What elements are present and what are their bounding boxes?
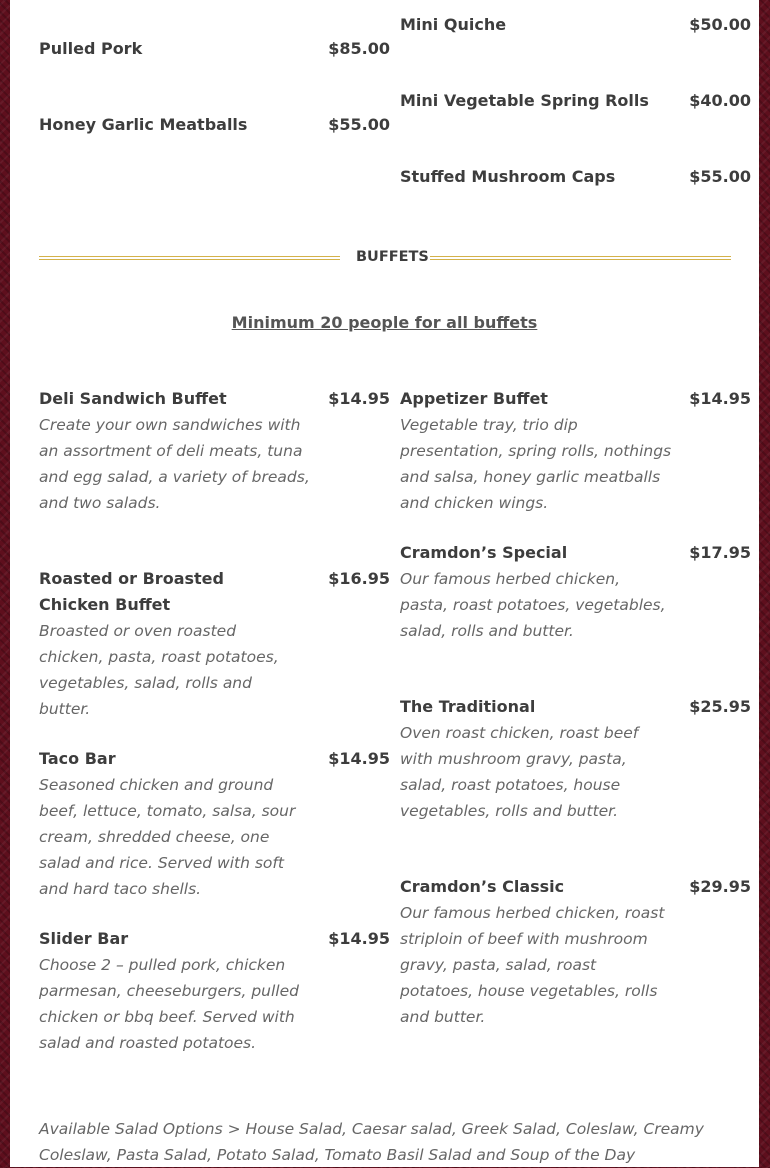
buffet-description: Seasoned chicken and ground beef, lettuce, tomato, salsa, sour cream, shredded cheese, one salad and rice. Served with soft and hard taco shells. [39, 776, 296, 898]
buffet-name: Cramdon’s Special [400, 543, 568, 562]
buffet-price: $17.95 [689, 543, 751, 562]
buffet-price: $14.95 [689, 389, 751, 408]
menu-item-name: Honey Garlic Meatballs [39, 115, 248, 134]
buffet-description: Choose 2 – pulled pork, chicken parmesan, cheeseburgers, pulled chicken or bbq beef. Served with salad and roasted potatoes. [39, 956, 299, 1052]
menu-item-price: $50.00 [689, 15, 751, 34]
menu-item-name: Stuffed Mushroom Caps [400, 167, 616, 186]
buffet-description: Vegetable tray, trio dip presentation, spring rolls, nothings and salsa, honey garlic meatballs and chicken wings. [400, 416, 672, 512]
section-divider-left [39, 256, 340, 260]
buffet-name: Cramdon’s Classic [400, 877, 565, 896]
menu-item-name: Pulled Pork [39, 39, 143, 58]
buffet-name: Roasted or Broasted Chicken Buffet [39, 569, 224, 614]
menu-item-price: $85.00 [328, 39, 390, 58]
menu-item-price: $55.00 [328, 115, 390, 134]
section-divider-right [430, 256, 731, 260]
buffet-price: $25.95 [689, 697, 751, 716]
buffet-name: Appetizer Buffet [400, 389, 548, 408]
buffet-price: $14.95 [328, 749, 390, 768]
minimum-notice: Minimum 20 people for all buffets [231, 313, 538, 332]
menu-item-price: $55.00 [689, 167, 751, 186]
buffet-description: Create your own sandwiches with an assortment of deli meats, tuna and egg salad, a variety of breads, and two salads. [39, 416, 310, 512]
buffet-description: Our famous herbed chicken, pasta, roast potatoes, vegetables, salad, rolls and butter. [400, 570, 666, 640]
menu-item-price: $40.00 [689, 91, 751, 110]
buffet-description: Oven roast chicken, roast beef with mushroom gravy, pasta, salad, roast potatoes, house vegetables, rolls and butter. [400, 724, 639, 820]
section-title: BUFFETS [356, 249, 429, 265]
buffet-name: Slider Bar [39, 929, 129, 948]
buffet-price: $29.95 [689, 877, 751, 896]
salad-options-note: Available Salad Options > House Salad, Caesar salad, Greek Salad, Coleslaw, Creamy Coleslaw, Pasta Salad, Potato Salad, Tomato Basil Salad and Soup of the Day [39, 1120, 704, 1164]
buffet-name: The Traditional [400, 697, 536, 716]
buffet-description: Broasted or oven roasted chicken, pasta, roast potatoes, vegetables, salad, rolls and butter. [39, 622, 279, 718]
menu-item-name: Mini Quiche [400, 15, 507, 34]
buffet-description: Our famous herbed chicken, roast striploin of beef with mushroom gravy, pasta, salad, roast potatoes, house vegetables, rolls and butter. [400, 904, 665, 1026]
buffet-name: Taco Bar [39, 749, 116, 768]
buffet-name: Deli Sandwich Buffet [39, 389, 227, 408]
buffet-price: $14.95 [328, 389, 390, 408]
menu-page [10, 0, 759, 1167]
menu-item-name: Mini Vegetable Spring Rolls [400, 91, 649, 110]
buffet-price: $16.95 [328, 569, 390, 588]
buffet-price: $14.95 [328, 929, 390, 948]
